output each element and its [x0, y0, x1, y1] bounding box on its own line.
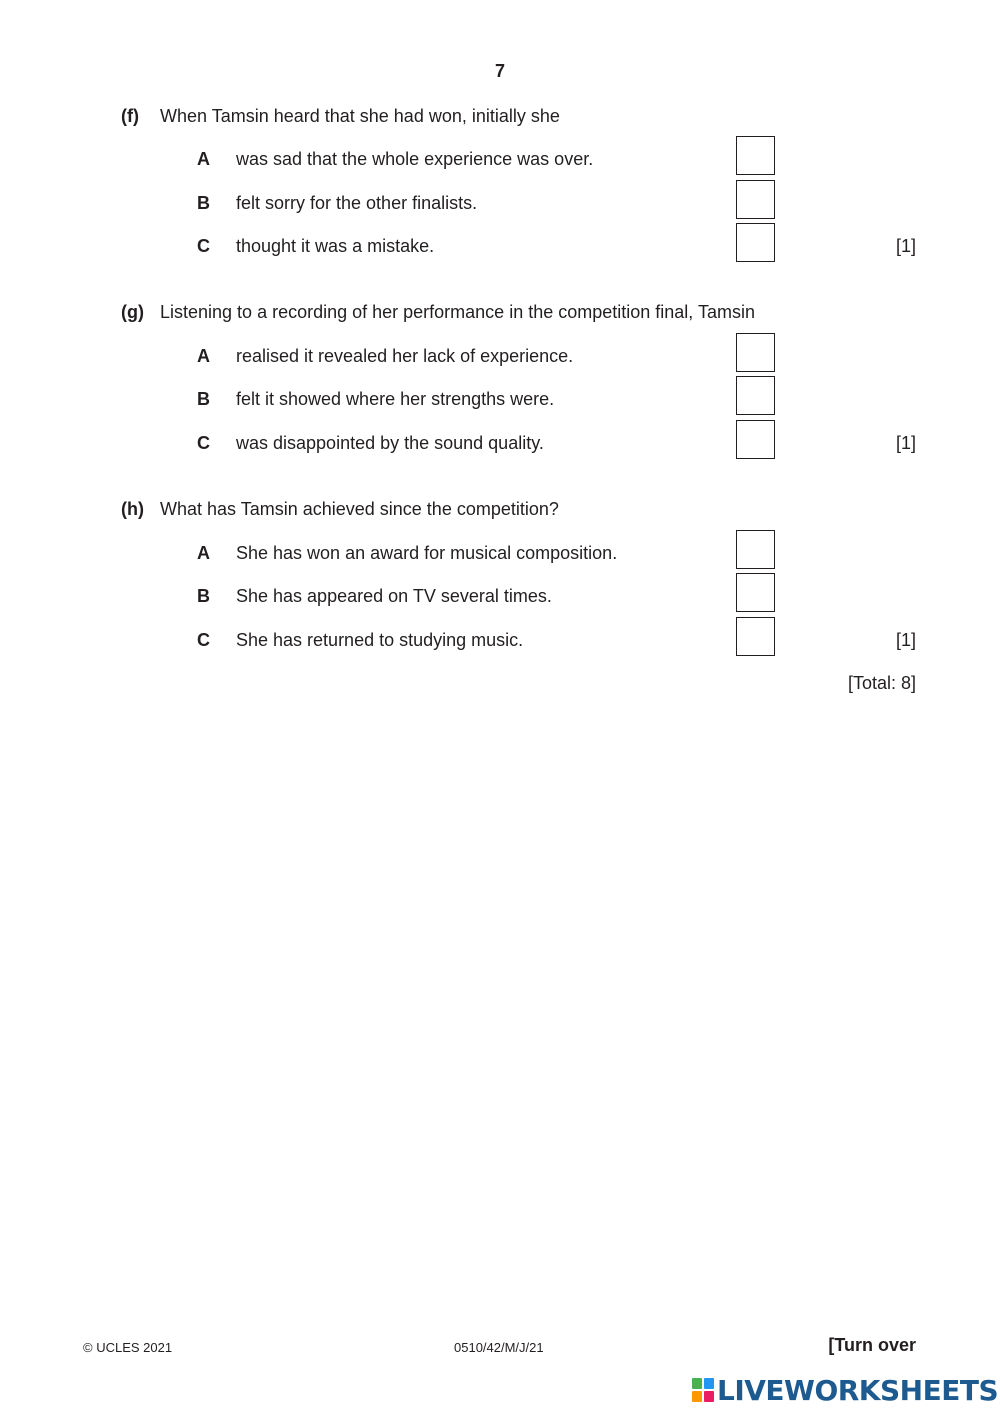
liveworksheets-logo-icon — [692, 1378, 714, 1402]
answer-checkbox[interactable] — [736, 136, 775, 175]
option-text: was disappointed by the sound quality. — [236, 433, 544, 453]
option-letter: C — [197, 433, 210, 453]
option-a — [0, 149, 1000, 191]
option-letter: C — [197, 630, 210, 650]
answer-checkbox[interactable] — [736, 617, 775, 656]
question-h — [0, 499, 1000, 699]
option-b — [0, 193, 1000, 235]
option-a — [0, 346, 1000, 388]
option-letter: A — [197, 149, 210, 169]
answer-checkbox[interactable] — [736, 180, 775, 219]
turn-over: [Turn over — [828, 1335, 916, 1355]
question-label: (f) — [121, 106, 139, 126]
answer-checkbox[interactable] — [736, 420, 775, 459]
option-text: thought it was a mistake. — [236, 236, 435, 256]
question-label: (g) — [121, 302, 144, 322]
marks-label: [1] — [895, 433, 916, 453]
answer-checkbox[interactable] — [736, 376, 775, 415]
option-c — [0, 236, 1000, 278]
option-letter: B — [197, 586, 210, 606]
brand-name: LIVEWORKSHEETS — [717, 1373, 999, 1407]
page-number: 7 — [494, 61, 505, 81]
option-text: She has won an award for musical composition. — [236, 543, 618, 563]
option-text: realised it revealed her lack of experience. — [236, 346, 574, 366]
answer-checkbox[interactable] — [736, 223, 775, 262]
option-letter: C — [197, 236, 210, 256]
option-letter: B — [197, 389, 210, 409]
marks-label: [1] — [895, 630, 916, 650]
option-text: felt sorry for the other finalists. — [236, 193, 478, 213]
paper-code: 0510/42/M/J/21 — [454, 1340, 544, 1355]
answer-checkbox[interactable] — [736, 573, 775, 612]
option-text: felt it showed where her strengths were. — [236, 389, 555, 409]
option-letter: B — [197, 193, 210, 213]
total-marks: [Total: 8] — [847, 673, 916, 693]
answer-checkbox[interactable] — [736, 530, 775, 569]
option-c — [0, 630, 1000, 672]
option-letter: A — [197, 346, 210, 366]
question-stem: Listening to a recording of her performance in the competition final, Tamsin — [160, 302, 755, 322]
option-text: She has returned to studying music. — [236, 630, 524, 650]
option-b — [0, 586, 1000, 628]
answer-checkbox[interactable] — [736, 333, 775, 372]
option-letter: A — [197, 543, 210, 563]
copyright: © UCLES 2021 — [83, 1340, 173, 1355]
question-f — [0, 106, 1000, 306]
option-c — [0, 433, 1000, 475]
question-g — [0, 302, 1000, 502]
liveworksheets-brand[interactable] — [692, 1372, 998, 1408]
question-stem: When Tamsin heard that she had won, initially she — [160, 106, 560, 126]
question-label: (h) — [121, 499, 144, 519]
marks-label: [1] — [895, 236, 916, 256]
option-a — [0, 543, 1000, 585]
question-stem: What has Tamsin achieved since the competition? — [160, 499, 559, 519]
option-text: was sad that the whole experience was over. — [236, 149, 594, 169]
option-text: She has appeared on TV several times. — [236, 586, 552, 606]
option-b — [0, 389, 1000, 431]
